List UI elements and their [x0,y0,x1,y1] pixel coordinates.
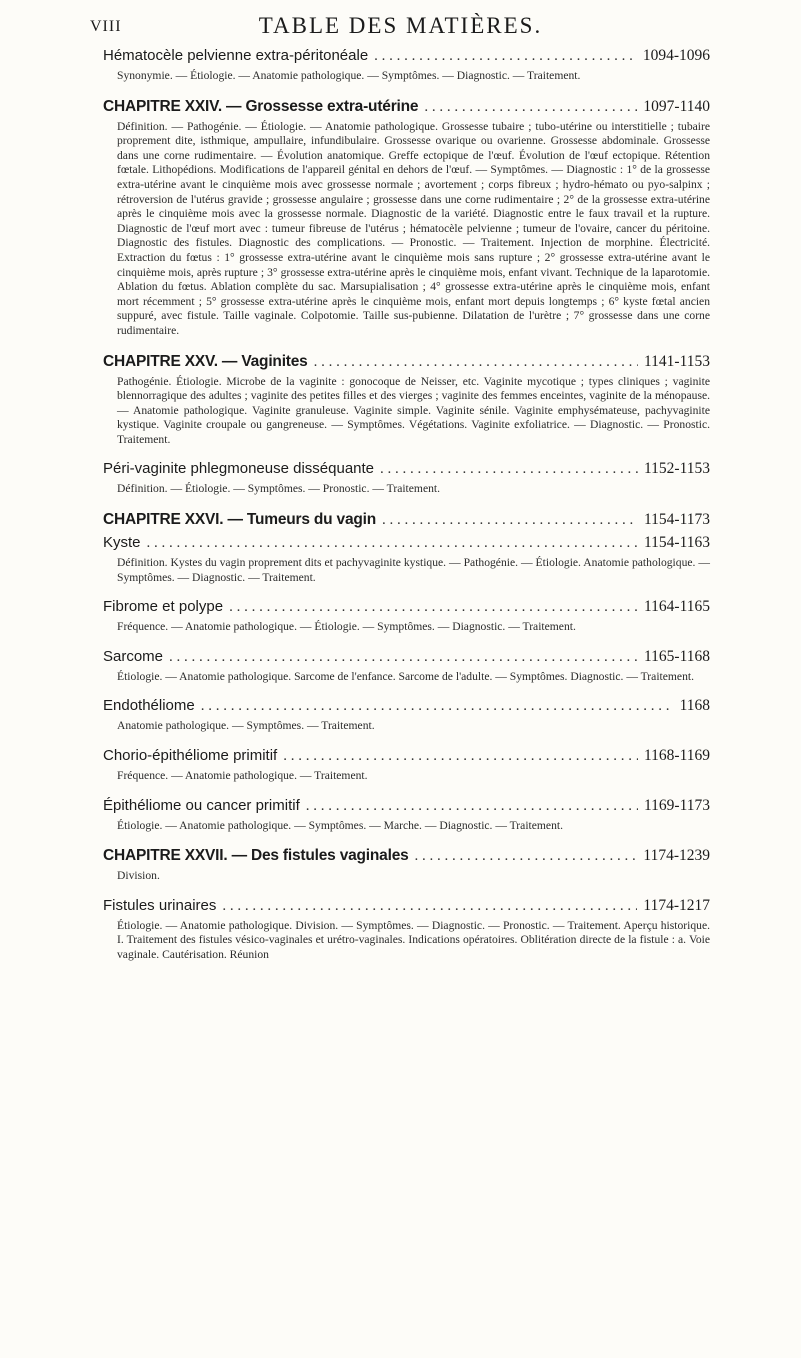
dot-leader [222,898,637,915]
dot-leader [283,748,638,765]
toc-chapter-pages: 1141-1153 [643,352,710,370]
toc-chapter-pages: 1154-1173 [643,511,710,529]
dot-leader [147,535,638,552]
toc-entry-heading[interactable] [103,897,710,915]
dot-leader [314,354,638,371]
toc-entry-pages: 1154-1163 [643,534,710,552]
toc-entry-summary: Synonymie. — Étiologie. — Anatomie pathologique. — Symptômes. — Diagnostic. — Traitement. [117,69,581,82]
toc-entry-heading[interactable] [103,747,710,765]
toc-entry-pages: 1164-1165 [643,598,710,616]
toc-chapter-heading[interactable] [103,353,710,371]
toc-entry-title: Kyste [103,534,141,552]
toc-entry-heading[interactable] [103,534,710,552]
toc-chapter-summary: Division. [117,869,160,883]
toc-entry [103,897,710,963]
running-title: TABLE DES MATIÈRES. [258,13,543,38]
toc-entry-summary: Étiologie. — Anatomie pathologique. Division. — Symptômes. — Diagnostic. — Pronostic. — Traitement. Aperçu historique. I. Traitement des fistules vésico-vaginales et urétro-vaginales. Indications opératoires. Oblitération directe de la fistule : a. Voie vaginale. Cautérisation. Réunion [117,918,710,961]
toc-entry [103,648,710,685]
toc-entry [103,797,710,834]
page-header [0,0,801,40]
toc-chapter [103,353,710,448]
toc-chapter-title: CHAPITRE XXV. — Vaginites [103,352,308,370]
dot-leader [306,798,638,815]
dot-leader [169,649,638,666]
toc-entry-title: Hématocèle pelvienne extra-péritonéale [103,47,369,64]
toc-entry [103,747,710,784]
toc-chapter-title: CHAPITRE XXIV. — Grossesse extra-utérine [103,97,419,115]
toc-entry-summary: Étiologie. — Anatomie pathologique. — Symptômes. — Marche. — Diagnostic. — Traitement. [117,818,563,832]
toc-entry [103,598,710,635]
toc-entry-pages: 1169-1173 [643,796,710,814]
toc-chapter-title: CHAPITRE XXVI. — Tumeurs du vagin [103,511,377,529]
toc-entry-pages: 1152-1153 [643,460,710,478]
toc-entry [103,47,710,84]
dot-leader [201,698,674,715]
toc-entry-title: Sarcome [103,647,164,665]
toc-entry-summary: Anatomie pathologique. — Symptômes. — Traitement. [117,719,375,733]
toc-entry-heading[interactable] [103,47,710,65]
toc-entry-title: Épithéliome ou cancer primitif [103,796,300,814]
toc-chapter-heading[interactable] [103,847,710,865]
toc-entry-summary: Définition. Kystes du vagin proprement dits et pachyvaginite kystique. — Pathogénie. — Étiologie. Anatomie pathologique. — Symptômes. — Diagnostic. — Traitement. [117,556,710,584]
toc-chapter-summary: Pathogénie. Étiologie. Microbe de la vaginite : gonocoque de Neisser, etc. Vaginite mycotique ; types cliniques ; vaginite blennorragique des adultes ; vaginite des petites filles et des vierges ; vaginite des femmes enceintes, vaginite de la ménopause. — Anatomie pathologique. Vaginite granuleuse. Vaginite simple. Vaginite sénile. Vaginite emphysémateuse, pachyvaginite kystique. Vaginite croupale ou gangreneuse. — Symptômes. Végétations. Vaginite exfoliatrice. — Diagnostic. — Pronostic. Traitement. [117,374,710,446]
toc-entry-heading[interactable] [103,460,710,478]
toc-chapter-heading[interactable] [103,511,710,529]
toc-entry-title: Chorio-épithéliome primitif [103,747,278,765]
toc-entry-pages: 1094-1096 [642,47,710,64]
toc-entry [103,534,710,585]
toc-chapter [103,98,710,339]
toc-entry-heading[interactable] [103,797,710,815]
toc-entry [103,460,710,497]
toc-entry-pages: 1174-1217 [643,896,710,914]
toc-chapter-title: CHAPITRE XXVII. — Des fistules vaginales [103,847,409,865]
toc-entry-pages: 1168 [679,697,710,715]
dot-leader [374,48,637,65]
dot-leader [415,848,638,865]
toc-chapter [103,511,710,529]
toc-entry-summary: Fréquence. — Anatomie pathologique. — Étiologie. — Symptômes. — Diagnostic. — Traitement. [117,620,576,634]
toc-entry [103,697,710,734]
toc-entry-summary: Étiologie. — Anatomie pathologique. Sarcome de l'enfance. Sarcome de l'adulte. — Symptômes. Diagnostic. — Traitement. [117,669,694,683]
toc-entry-heading[interactable] [103,648,710,666]
toc-chapter [103,847,710,884]
dot-leader [424,99,637,116]
toc-entry-title: Endothéliome [103,697,195,715]
toc-entry-title: Péri-vaginite phlegmoneuse disséquante [103,460,375,478]
toc-entry-title: Fistules urinaires [103,896,217,914]
toc-entry-summary: Fréquence. — Anatomie pathologique. — Traitement. [117,769,368,783]
dot-leader [382,512,638,529]
toc-entry-title: Fibrome et polype [103,598,224,616]
toc-entry-heading[interactable] [103,598,710,616]
toc-entry-summary: Définition. — Étiologie. — Symptômes. — Pronostic. — Traitement. [117,482,441,496]
toc-entry-heading[interactable] [103,697,710,715]
dot-leader [380,461,638,478]
toc-entry-pages: 1168-1169 [643,747,710,765]
toc-chapter-pages: 1097-1140 [643,97,710,115]
toc-entry-pages: 1165-1168 [643,647,710,665]
toc-chapter-summary: Définition. — Pathogénie. — Étiologie. — Anatomie pathologique. Grossesse tubaire ; tubo-utérine ou interstitielle ; tubaire proprement dite, isthmique, ampullaire, infundibulaire. Grossesse ovarique ou ovarienne. Grossesse abdominale. Grossesse dans une corne rudimentaire. — Évolution anatomique. Greffe ectopique de l'œuf. Évolution de l'œuf ectopique. Rétention fœtale. Lithopédions. Modifications de l'appareil génital en dehors de l'œuf. — Symptômes. — Diagnostic : 1° de la grossesse extra-utérine avant le cinquième mois avec grossesse normale ; avortement ; corps fibreux ; hydro-hémato ou pyo-salpinx ; rétroversion de l'utérus gravide ; grossesse angulaire ; grossesse dans une corne rudimentaire ; 2° de la grossesse extra-utérine après le cinquième mois avec la grossesse normale. Diagnostic de la variété. Diagnostic entre le faux travail et la rupture. Diagnostic de l'œuf mort avec : tumeur fibreuse de l'utérus ; hématocèle pelvienne ; tumeur de l'ovaire, cancer du péritoine. Diagnostic des fistules. Diagnostic des complications. — Pronostic. — Traitement. Injection de morphine. Électricité. Extraction du fœtus : 1° grossesse extra-utérine avant le cinquième mois sans rupture ; 2° grossesse extra-utérine avant le cinquième mois, après rupture ; 3° grossesse extra-utérine après le cinquième mois, enfant vivant. Technique de la laparotomie. Ablation du fœtus. Ablation complète du sac. Marsupialisation ; 4° grossesse extra-utérine après le cinquième mois, enfant mort récemment ; 5° grossesse extra-utérine après le cinquième mois, enfant mort depuis longtemps ; 6° kyste fœtal ancien suppuré, avec fistule. Taille vaginale. Colpotomie. Taille sus-pubienne. Dilatation de l'urètre ; 7° grossesse dans une corne rudimentaire. [117,119,710,337]
toc-chapter-heading[interactable] [103,98,710,116]
toc-chapter-pages: 1174-1239 [643,847,710,865]
dot-leader [229,599,638,616]
table-of-contents [103,47,710,963]
page-number: VIII [90,18,122,35]
